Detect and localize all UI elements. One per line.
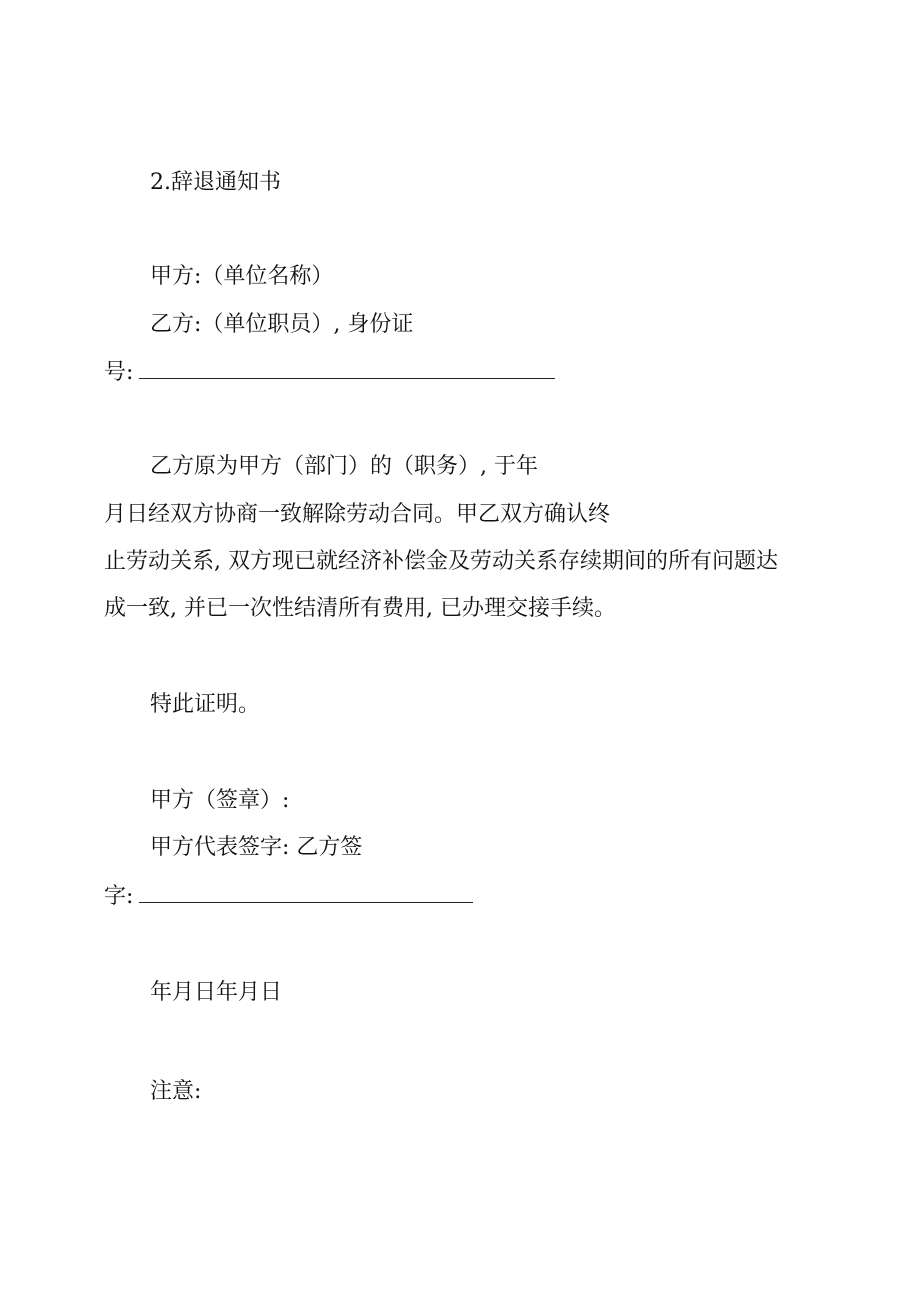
dates-line: 年月日年月日 bbox=[150, 980, 283, 1005]
id-number-line bbox=[104, 358, 555, 388]
id-number-blank bbox=[139, 358, 555, 379]
party-a-seal-line: 甲方（签章）: bbox=[150, 788, 290, 813]
body-line-2: 月日经双方协商一致解除劳动合同。甲乙双方确认终 bbox=[104, 502, 611, 527]
document-heading: 2.辞退通知书 bbox=[150, 170, 281, 195]
body-line-3: 止劳动关系, 双方现已就经济补偿金及劳动关系存续期间的所有问题达 bbox=[104, 549, 778, 574]
party-a-line: 甲方:（单位名称） bbox=[150, 264, 334, 289]
certify-line: 特此证明。 bbox=[150, 692, 261, 717]
signature-line bbox=[104, 882, 473, 912]
body-line-4: 成一致, 并已一次性结清所有费用, 已办理交接手续。 bbox=[104, 596, 616, 621]
signature-label: 字: bbox=[104, 884, 134, 909]
party-b-line: 乙方:（单位职员）, 身份证 bbox=[150, 312, 414, 337]
note-line: 注意: bbox=[150, 1079, 202, 1104]
body-line-1: 乙方原为甲方（部门）的（职务）, 于年 bbox=[150, 454, 538, 479]
id-number-label: 号: bbox=[104, 360, 134, 385]
signature-blank bbox=[139, 882, 473, 903]
representative-sign-line: 甲方代表签字: 乙方签 bbox=[150, 835, 363, 860]
